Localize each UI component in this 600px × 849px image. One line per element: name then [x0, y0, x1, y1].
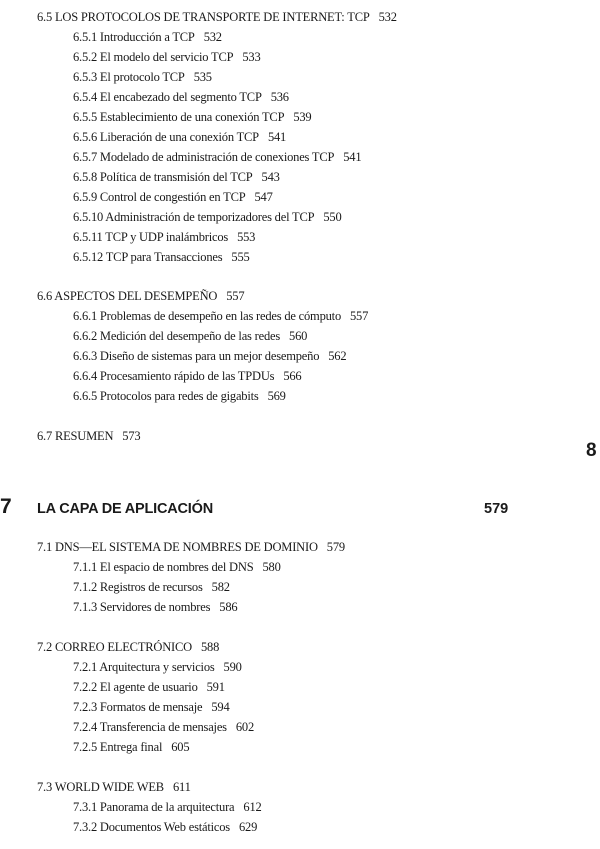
toc-entry-page: 580 — [262, 560, 281, 574]
toc-entry-text: 6.5.8 Política de transmisión del TCP — [73, 170, 253, 184]
toc-entry-text: 7.3.2 Documentos Web estáticos — [73, 820, 230, 834]
toc-entry-6-6-3 — [73, 348, 346, 364]
toc-entry-page: 541 — [267, 130, 287, 144]
toc-entry-page: 566 — [283, 369, 302, 383]
toc-entry-7-3-1 — [73, 799, 262, 815]
toc-entry-6-5-12 — [73, 249, 250, 265]
toc-entry-page: 573 — [122, 429, 141, 443]
toc-entry-6-5-9 — [73, 189, 273, 205]
toc-entry-page: 612 — [243, 800, 262, 814]
toc-entry-6-5-6 — [73, 129, 286, 145]
chapter-page: 579 — [484, 501, 509, 517]
toc-section-6-7 — [37, 428, 140, 444]
toc-entry-page: 555 — [231, 250, 250, 264]
toc-entry-page: 543 — [261, 170, 280, 184]
toc-entry-page: 590 — [223, 660, 242, 674]
toc-entry-text: 6.5 LOS PROTOCOLOS DE TRANSPORTE DE INTERNET: TCP — [37, 10, 370, 24]
chapter-number: 7 — [0, 495, 12, 518]
toc-entry-page: 547 — [254, 190, 273, 204]
toc-entry-6-5-4 — [73, 89, 289, 105]
toc-entry-6-6-2 — [73, 328, 307, 344]
toc-entry-text: 7.1.3 Servidores de nombres — [73, 600, 211, 614]
toc-entry-text: 7.3 WORLD WIDE WEB — [37, 780, 164, 794]
toc-entry-text: 6.5.7 Modelado de administración de conexiones TCP — [73, 150, 335, 164]
toc-entry-page: 629 — [238, 820, 258, 834]
toc-entry-page: 553 — [237, 230, 256, 244]
toc-entry-7-2-4 — [73, 719, 254, 735]
toc-entry-text: 7.2.2 El agente de usuario — [73, 680, 198, 694]
toc-entry-text: 7.2.4 Transferencia de mensajes — [73, 720, 227, 734]
toc-entry-page: 557 — [350, 309, 369, 323]
toc-entry-page: 586 — [219, 600, 238, 614]
toc-entry-text: 6.5.4 El encabezado del segmento TCP — [73, 90, 262, 104]
toc-entry-7-3-2 — [73, 819, 257, 835]
toc-entry-text: 6.6.3 Diseño de sistemas para un mejor desempeño — [73, 349, 320, 363]
toc-entry-page: 557 — [226, 289, 245, 303]
toc-entry-page: 560 — [289, 329, 308, 343]
toc-section-6-6 — [37, 288, 244, 304]
toc-entry-text: 6.5.3 El protocolo TCP — [73, 70, 185, 84]
toc-entry-text: 6.6.5 Protocolos para redes de gigabits — [73, 389, 259, 403]
toc-entry-text: 6.6 ASPECTOS DEL DESEMPEÑO — [37, 289, 218, 303]
toc-entry-7-2-5 — [73, 739, 189, 755]
margin-page-number: 8 — [586, 440, 597, 461]
toc-entry-7-1-2 — [73, 579, 230, 595]
toc-entry-6-6-5 — [73, 388, 286, 404]
toc-entry-page: 602 — [235, 720, 254, 734]
toc-entry-page: 536 — [270, 90, 289, 104]
toc-entry-page: 611 — [172, 780, 191, 794]
toc-entry-page: 569 — [267, 389, 286, 403]
toc-entry-text: 7.2.1 Arquitectura y servicios — [73, 660, 215, 674]
toc-entry-text: 7.1.1 El espacio de nombres del DNS — [73, 560, 254, 574]
toc-entry-text: 6.6.4 Procesamiento rápido de las TPDUs — [73, 369, 275, 383]
toc-entry-6-5-7 — [73, 149, 361, 165]
toc-entry-page: 532 — [203, 30, 222, 44]
toc-entry-6-5-2 — [73, 49, 261, 65]
toc-entry-text: 6.5.2 El modelo del servicio TCP — [73, 50, 234, 64]
toc-entry-text: 6.5.11 TCP y UDP inalámbricos — [73, 230, 229, 244]
toc-entry-6-6-4 — [73, 368, 301, 384]
toc-entry-page: 582 — [211, 580, 230, 594]
toc-section-7-1 — [37, 539, 345, 555]
toc-entry-7-2-2 — [73, 679, 225, 695]
toc-entry-text: 6.5.10 Administración de temporizadores del TCP — [73, 210, 315, 224]
toc-entry-page: 539 — [293, 110, 312, 124]
toc-entry-7-2-3 — [73, 699, 230, 715]
toc-entry-page: 605 — [171, 740, 190, 754]
toc-entry-text: 7.3.1 Panorama de la arquitectura — [73, 800, 235, 814]
toc-entry-page: 591 — [206, 680, 225, 694]
toc-section-7-2 — [37, 639, 219, 655]
toc-entry-text: 6.5.12 TCP para Transacciones — [73, 250, 223, 264]
toc-entry-text: 6.6.1 Problemas de desempeño en las redes de cómputo — [73, 309, 341, 323]
chapter-title: LA CAPA DE APLICACIÓN — [37, 501, 213, 517]
toc-entry-page: 532 — [378, 10, 397, 24]
toc-section-7-3 — [37, 779, 191, 795]
toc-entry-text: 6.5.5 Establecimiento de una conexión TCP — [73, 110, 285, 124]
toc-entry-6-5-3 — [73, 69, 212, 85]
toc-entry-text: 6.5.1 Introducción a TCP — [73, 30, 195, 44]
toc-entry-6-5-11 — [73, 229, 255, 245]
toc-entry-page: 550 — [323, 210, 342, 224]
toc-entry-page: 535 — [193, 70, 212, 84]
toc-entry-text: 6.5.9 Control de congestión en TCP — [73, 190, 246, 204]
toc-entry-6-5-5 — [73, 109, 311, 125]
toc-entry-text: 6.5.6 Liberación de una conexión TCP — [73, 130, 259, 144]
toc-entry-6-5-1 — [73, 29, 222, 45]
toc-entry-page: 541 — [343, 150, 362, 164]
toc-entry-6-5-10 — [73, 209, 342, 225]
toc-section-6-5 — [37, 9, 397, 25]
toc-entry-text: 6.7 RESUMEN — [37, 429, 114, 443]
toc-entry-7-2-1 — [73, 659, 242, 675]
toc-entry-text: 7.2.5 Entrega final — [73, 740, 163, 754]
toc-entry-page: 533 — [242, 50, 261, 64]
toc-entry-6-5-8 — [73, 169, 280, 185]
toc-entry-7-1-1 — [73, 559, 281, 575]
toc-entry-text: 7.2 CORREO ELECTRÓNICO — [37, 640, 192, 654]
toc-entry-page: 594 — [211, 700, 230, 714]
toc-entry-6-6-1 — [73, 308, 368, 324]
toc-entry-7-1-3 — [73, 599, 237, 615]
toc-entry-page: 579 — [326, 540, 345, 554]
toc-entry-text: 6.6.2 Medición del desempeño de las redes — [73, 329, 281, 343]
toc-entry-page: 562 — [328, 349, 347, 363]
toc-entry-text: 7.1 DNS—EL SISTEMA DE NOMBRES DE DOMINIO — [37, 540, 318, 554]
toc-entry-text: 7.2.3 Formatos de mensaje — [73, 700, 203, 714]
toc-entry-page: 588 — [200, 640, 220, 654]
toc-entry-text: 7.1.2 Registros de recursos — [73, 580, 203, 594]
